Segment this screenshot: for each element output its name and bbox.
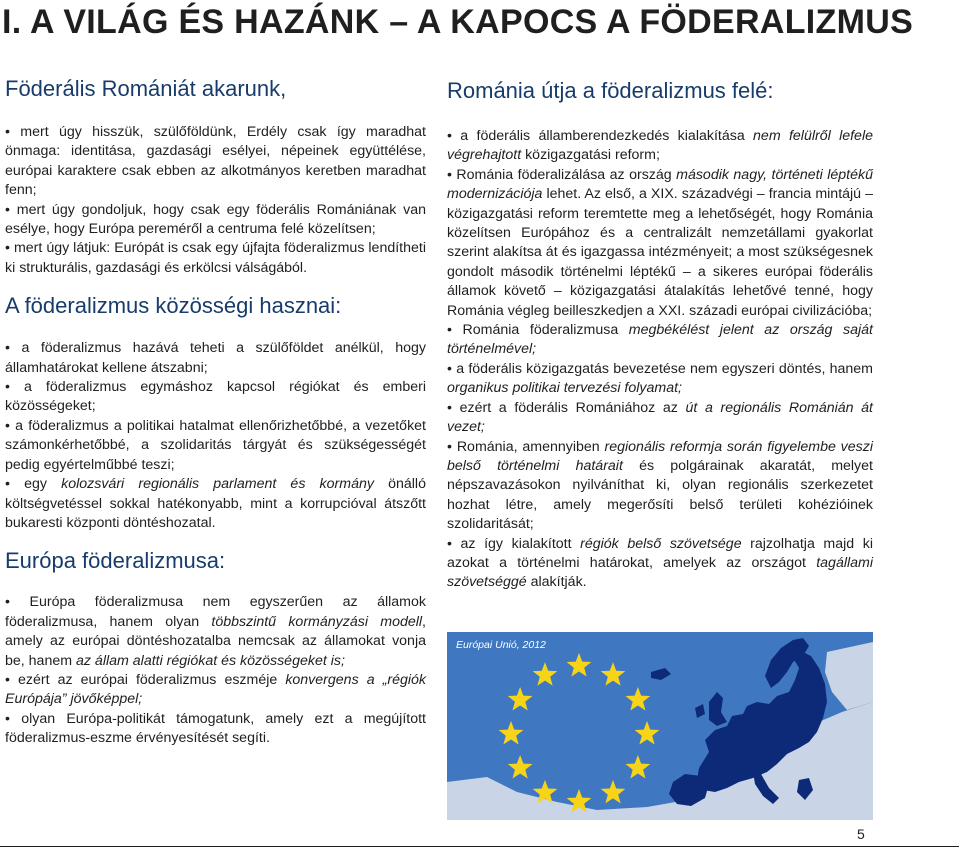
bullet-paragraph — [5, 710, 426, 749]
text-run: • a föderalizmus hazává teheti a szülőföldet anélkül, hogy államhatárokat kellene átszabni; — [5, 340, 426, 375]
text-run: rajzolhatja majd ki azokat a történelmi határokat, amelyek az országot — [447, 535, 873, 571]
bullet-paragraph — [447, 535, 873, 593]
eu-star — [533, 662, 558, 686]
italic-run: az állam alatti régiókat és közösségeket is; — [76, 652, 345, 669]
eu-star — [499, 721, 524, 745]
bullet-paragraph — [447, 321, 873, 360]
italic-run: megbékélést jelent az ország saját történelmével; — [447, 322, 873, 358]
section-body-romania-path — [447, 127, 873, 593]
section-body-community-benefits — [5, 339, 426, 533]
section-title-romania-path: Románia útja a föderalizmus felé: — [447, 78, 774, 103]
bullet-paragraph — [5, 475, 426, 533]
eu-star — [601, 662, 626, 686]
eu-map-image — [447, 632, 873, 820]
eu-star — [626, 687, 651, 711]
text-run: • Európa föderalizmusa nem egyszerűen az államok föderalizmusa, hanem olyan — [5, 594, 426, 629]
bullet-paragraph — [447, 166, 873, 321]
bullet-paragraph — [447, 399, 873, 438]
text-run: • a föderális közigazgatás bevezetése nem egyszeri döntés, hanem — [447, 361, 873, 377]
bullet-paragraph — [5, 239, 426, 278]
text-run: • olyan Európa-politikát támogatunk, amely ezt a megújított föderalizmus-eszme érvényesítését segíti. — [5, 711, 426, 746]
eu-star — [567, 653, 592, 677]
bullet-paragraph — [5, 671, 426, 710]
text-run: • a föderalizmus a politikai hatalmat ellenőrizhetőbbé, a vezetőket számonkérhetőbbé, a szolidaritás tárgyát és szükségességét pedig egyértelműbbé teszi; — [5, 418, 426, 473]
text-run: lehet. Az első, a XIX. századvégi – francia mintájú – közigazgatási reform teremtette meg a lehetőségét, hogy Románia közelítsen Európához és a centralizált nemzetállami gyakorlat szerint alakítsa át és igazgassa intézményeit; a most szükségesnek gondolt második történelmi léptékű – a sikeres európai föderális államok követő – közigazgatási átalakítás lehetővé tenné, hogy Románia végleg beilleszkedjen a XXI. századi európai civilizációba; — [447, 186, 873, 319]
eu-ireland — [695, 704, 705, 718]
italic-run: régiók belső szövetsége — [580, 535, 742, 552]
bullet-paragraph — [5, 123, 426, 201]
text-run: • egy — [5, 476, 61, 492]
italic-run: út a regionális Románián át vezet; — [447, 399, 873, 436]
italic-run: kolozsvári regionális parlament és kormány — [61, 476, 374, 493]
eu-map-figure — [447, 632, 873, 820]
bullet-paragraph — [5, 417, 426, 475]
text-run: • Románia föderalizálása az ország — [447, 167, 676, 183]
eu-star-ring — [499, 653, 660, 813]
text-run: önálló költségvetéssel sokkal hatékonyabb, mint a korrupcióval átszőtt bukaresti központi döntéshozatal. — [5, 476, 426, 531]
text-run: • mert úgy látjuk: Európát is csak egy újfajta föderalizmus lendítheti ki strukturális, gazdasági és erkölcsi válságából. — [5, 240, 426, 275]
text-run: • ezért az európai föderalizmus eszméje — [5, 672, 285, 688]
text-run: alakítják. — [526, 574, 587, 591]
section-body-federal-romania — [5, 123, 426, 278]
bullet-paragraph — [5, 339, 426, 378]
eu-star — [508, 687, 533, 711]
eu-star — [635, 721, 660, 745]
eu-star — [508, 755, 533, 779]
italic-run: organikus politikai tervezési folyamat; — [447, 380, 682, 397]
text-run: • az így kialakított — [447, 536, 580, 552]
text-run: , amely az európai döntéshozatalba nemcsak az államokat vonja be, hanem — [5, 613, 426, 669]
bullet-paragraph — [447, 360, 873, 399]
left-column — [5, 70, 426, 749]
page-number: 5 — [857, 826, 865, 842]
text-run: • Románia föderalizmusa — [447, 322, 629, 338]
section-body-european-federalism — [5, 593, 426, 748]
italic-run: tagállami szövetséggé — [447, 554, 873, 591]
section-title-community-benefits: A föderalizmus közösségi hasznai: — [5, 293, 342, 319]
eu-britain — [709, 692, 727, 726]
italic-run: második nagy, történeti léptékű modernizációja — [447, 166, 873, 203]
page-title: I. A VILÁG ÉS HAZÁNK – A KAPOCS A FÖDERALIZMUS — [2, 3, 914, 41]
header-bar — [0, 0, 959, 44]
text-run: • ezért a föderális Romániához az — [447, 400, 686, 416]
bullet-paragraph — [447, 438, 873, 535]
text-run: és polgárainak akaratát, melyet népszavazásokon nyilváníthat ki, olyan regionális szerkezetet hozhat létre, amely megerősíti belső területi kohézióinek szolidaritását; — [447, 457, 873, 533]
bullet-paragraph — [5, 201, 426, 240]
text-run: • a föderális államberendezkedés kialakítása — [447, 128, 753, 144]
italic-run: nem felülről lefele végrehajtott — [447, 128, 873, 164]
bullet-paragraph — [5, 593, 426, 671]
eu-star — [601, 780, 626, 804]
text-run: • Románia, amennyiben — [447, 439, 605, 455]
text-run: közigazgatási reform; — [521, 147, 660, 164]
section-title-european-federalism: Európa föderalizmusa: — [5, 548, 226, 574]
right-column — [447, 70, 873, 593]
outside-land-east — [825, 642, 873, 710]
italic-run: többszintű kormányzási modell — [211, 613, 423, 630]
bullet-paragraph — [447, 127, 873, 166]
bullet-paragraph — [5, 378, 426, 417]
figure-caption: Európai Unió, 2012 — [456, 639, 546, 651]
text-run: • mert úgy hisszük, szülőföldünk, Erdély csak így maradhat önmaga: identitása, gazdasági esélyei, népeinek együttélése, európai karaktere csak ebben az alkotmányos keretben maradhat fenn; — [5, 124, 426, 198]
text-run: • a föderalizmus egymáshoz kapcsol régiókat és emberi közösségeket; — [5, 379, 426, 414]
eu-star — [626, 755, 651, 779]
text-run: • mert úgy gondoljuk, hogy csak egy föderális Romániának van esélye, hogy Európa pereméről a centruma felé közelítsen; — [5, 202, 426, 237]
italic-run: konvergens a „régiók Európája” jövőképpel; — [5, 671, 426, 708]
italic-run: regionális reformja során figyelembe veszi belső történelmi határait — [447, 438, 874, 474]
eu-iceland — [651, 668, 671, 680]
section-title-federal-romania: Föderális Romániát akarunk, — [5, 76, 287, 101]
